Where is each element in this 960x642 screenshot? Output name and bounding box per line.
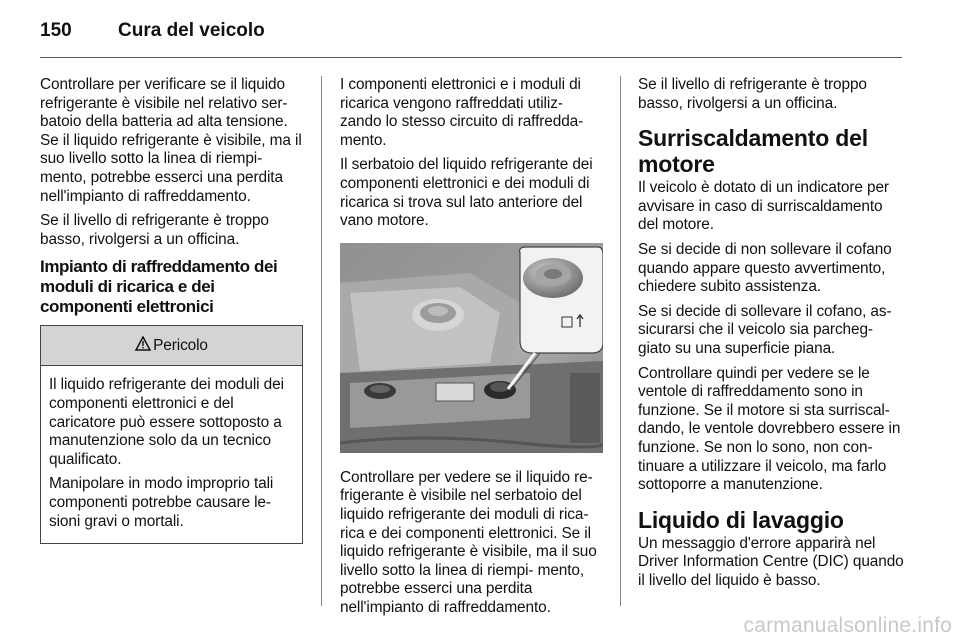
warning-label: Pericolo [153,336,208,354]
warning-triangle-icon [135,336,151,357]
paragraph: Se si decide di sollevare il cofano, as- sicurarsi che il veicolo sia parcheg- giato su una superficie piana. [638,302,892,357]
page-title: Cura del veicolo [118,20,265,41]
section-heading: Surriscaldamento del motore [638,125,868,178]
column-right [638,76,904,596]
paragraph: Controllare per vedere se il liquido re- frigerante è visibile nel serbatoio del liquido refrigerante dei moduli di rica- rica e dei componenti elettronici. Se il liquido refrigerante è visibile, ma il suo livello sotto la linea di riempi- mento, potrebbe esserci una perdita nell'impianto di raffreddamento. [340,468,597,616]
page-number: 150 [40,20,72,41]
paragraph: Un messaggio d'errore apparirà nel Driver Information Centre (DIC) quando il livello del liquido è basso. [638,534,904,589]
paragraph: Se il livello di refrigerante è troppo basso, rivolgersi a un officina. [638,76,867,112]
paragraph: Il liquido refrigerante dei moduli dei componenti elettronici e del caricatore può essere sottoposto a manutenzione solo da un tecnico qualificato. [49,376,284,468]
column-divider [620,76,621,606]
column-middle [340,76,603,624]
paragraph: Manipolare in modo improprio tali componenti potrebbe causare le- sioni gravi o mortali. [49,475,274,530]
paragraph: Controllare per verificare se il liquido refrigerante è visibile nel relativo ser- batoio della batteria ad alta tensione. Se il liquido refrigerante è visibile, ma il suo livello sotto la linea di riempi- mento, potrebbe esserci una perdita nell'impianto di raffreddamento. [40,76,302,205]
paragraph: Controllare quindi per vedere se le ventole di raffreddamento sono in funzione. Se il motore si sta surriscal- dando, le ventole dovrebbero essere in funzione. Se non lo sono, non con- tinuare a utilizzare il veicolo, ma farlo sottoporre a manutenzione. [638,364,901,494]
paragraph: Il veicolo è dotato di un indicatore per avvisare in caso di surriscaldamento del motore. [638,179,889,234]
column-divider [321,76,322,606]
column-left [40,76,305,544]
engine-bay-photo [340,243,603,453]
page-header [40,20,265,48]
section-subheading: Impianto di raffreddamento dei moduli di ricarica e dei componenti elettronici [40,257,278,317]
paragraph: Se si decide di non sollevare il cofano quando appare questo avvertimento, chiedere subito assistenza. [638,240,892,296]
paragraph: I componenti elettronici e i moduli di ricarica vengono raffreddati utiliz- zando lo stesso circuito di raffredda- mento. [340,76,584,149]
warning-header [41,326,302,366]
danger-warning-box [40,325,303,544]
watermark: carmanualsonline.info [743,614,952,637]
paragraph: Il serbatoio del liquido refrigerante dei componenti elettronici e dei moduli di ricarica si trova sul lato anteriore del vano motore. [340,156,593,230]
paragraph: Se il livello di refrigerante è troppo basso, rivolgersi a un officina. [40,212,269,248]
warning-body [41,366,302,543]
section-heading: Liquido di lavaggio [638,506,844,533]
header-rule [40,57,902,58]
